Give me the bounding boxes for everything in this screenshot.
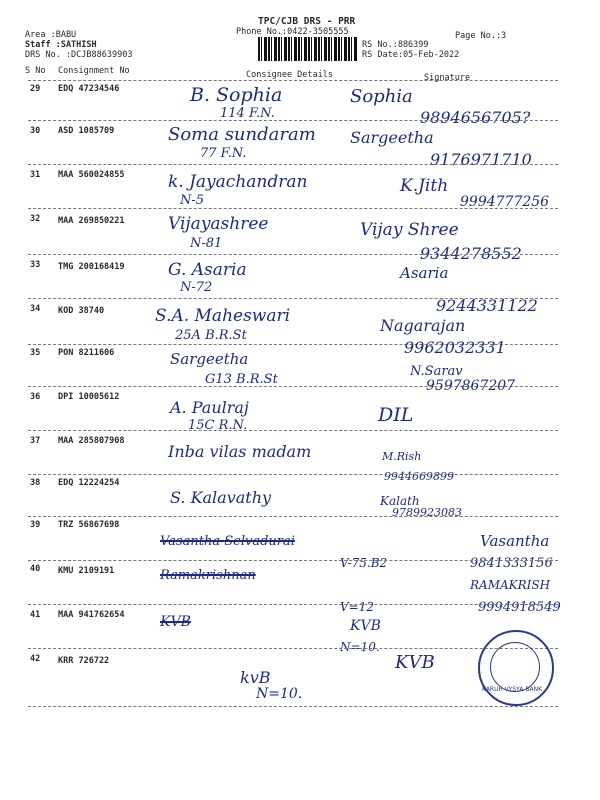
row-number: 37 <box>30 436 41 446</box>
signature: K.Jith <box>400 176 449 196</box>
row-number: 40 <box>30 564 41 574</box>
consignee-phone: 9994777256 <box>460 194 550 210</box>
signature: N.Sarav <box>410 364 463 379</box>
consignee-name: Vasantha Selvadurai <box>160 534 295 549</box>
consignment-number: MAA 941762654 <box>58 610 125 620</box>
consignee-name: A. Paulraj <box>170 398 249 417</box>
header-divider <box>28 80 558 81</box>
row-divider <box>28 560 558 561</box>
col-sno: S No <box>25 66 46 76</box>
consignee-address: N-72 <box>180 280 213 295</box>
consignee-name: Ramakrishnan <box>160 568 256 583</box>
row-number: 41 <box>30 610 41 620</box>
consignee-address: 114 F.N. <box>220 106 275 121</box>
consignee-name: Inba vilas madam <box>168 442 312 461</box>
signature: M.Rish <box>382 450 422 463</box>
drs-number: DRS No. :DCJB88639903 <box>25 50 133 60</box>
page-number: Page No.:3 <box>455 31 507 41</box>
consignee-address: N=10. <box>340 640 380 654</box>
row-divider <box>28 120 558 121</box>
consignee-address: 15C R.N. <box>188 418 248 433</box>
signature: DIL <box>378 404 414 426</box>
consignee-phone: 9944669899 <box>384 470 454 483</box>
signature: Asaria <box>400 264 449 282</box>
consignee-phone: 9176971710 <box>430 150 532 169</box>
consignment-number: KMU 2109191 <box>58 566 115 576</box>
signature: Kalath <box>380 494 420 508</box>
row-divider <box>28 516 558 517</box>
consignee-name: S.A. Maheswari <box>155 306 291 326</box>
row-divider <box>28 254 558 255</box>
row-number: 39 <box>30 520 41 530</box>
row-divider <box>28 648 558 649</box>
stamp-text: KARUR VYSYA BANK <box>482 686 543 693</box>
consignee-name: Soma sundaram <box>168 124 316 145</box>
row-divider <box>28 706 558 707</box>
consignment-number: MAA 269850221 <box>58 216 125 226</box>
consignee-address: 25A B.R.St <box>175 328 247 343</box>
consignee-phone: 9597867207 <box>426 378 516 394</box>
consignee-name: k. Jayachandran <box>168 172 308 192</box>
consignee-name: Vijayashree <box>168 214 269 234</box>
consignee-name: S. Kalavathy <box>170 488 272 507</box>
consignee-address: 77 F.N. <box>200 146 247 161</box>
row-divider <box>28 604 558 605</box>
consignee-name: B. Sophia <box>190 84 283 106</box>
signature: Sophia <box>350 86 413 107</box>
consignment-number: MAA 560024855 <box>58 170 125 180</box>
row-number: 35 <box>30 348 41 358</box>
consignee-address: N-5 <box>180 193 205 208</box>
consignee-phone: 9994918549 <box>478 600 561 615</box>
document-title: TPC/CJB DRS - PRR <box>258 16 356 27</box>
signature: Vijay Shree <box>360 220 459 240</box>
consignee-address: V-75.B2 <box>340 556 388 570</box>
row-number: 42 <box>30 654 41 664</box>
rs-number: RS No.:886399 <box>362 40 429 50</box>
row-number: 31 <box>30 170 41 180</box>
consignee-phone: 9841333156 <box>470 556 553 571</box>
consignee-name: KVB <box>160 614 191 630</box>
consignee-address: N=10. <box>256 686 303 702</box>
consignee-phone: 9244331122 <box>436 296 538 315</box>
area-label: Area :BABU <box>25 30 77 40</box>
bank-stamp <box>478 630 554 706</box>
row-divider <box>28 474 558 475</box>
consignment-number: EDQ 47234546 <box>58 84 120 94</box>
row-number: 32 <box>30 214 41 224</box>
row-number: 36 <box>30 392 41 402</box>
signature: RAMAKRISH <box>470 578 551 592</box>
col-consignment: Consignment No <box>58 66 130 76</box>
signature: Vasantha <box>480 532 550 550</box>
consignment-number: MAA 285807908 <box>58 436 125 446</box>
consignment-number: PON 8211606 <box>58 348 115 358</box>
consignee-phone: 9962032331 <box>404 338 506 357</box>
consignee-name: kvB <box>240 668 271 687</box>
barcode <box>258 37 358 61</box>
row-divider <box>28 430 558 431</box>
consignment-number: TRZ 56867698 <box>58 520 120 530</box>
staff-label: Staff :SATHISH <box>25 40 97 50</box>
consignee-address: V=12 <box>340 600 374 614</box>
rs-date: RS Date:05-Feb-2022 <box>362 50 460 60</box>
consignee-name: G. Asaria <box>168 260 247 280</box>
signature: Nagarajan <box>380 316 466 335</box>
consignment-number: TMG 200168419 <box>58 262 125 272</box>
row-divider <box>28 208 558 209</box>
row-number: 38 <box>30 478 41 488</box>
consignee-address: G13 B.R.St <box>205 372 278 387</box>
consignment-number: KOD 38740 <box>58 306 105 316</box>
row-number: 33 <box>30 260 41 270</box>
consignee-phone: 9894656705? <box>420 108 531 127</box>
row-number: 34 <box>30 304 41 314</box>
signature: Sargeetha <box>350 128 434 147</box>
consignee-phone: 9789923083 <box>392 506 462 519</box>
col-consignee: Consignee Details <box>246 70 333 80</box>
signature: KVB <box>350 618 381 634</box>
signature: KVB <box>395 652 435 673</box>
phone-number: Phone No.:0422-3505555 <box>236 27 349 37</box>
consignment-number: KRR 726722 <box>58 656 110 666</box>
row-divider <box>28 164 558 165</box>
consignment-number: ASD 1085709 <box>58 126 115 136</box>
consignment-number: DPI 10005612 <box>58 392 120 402</box>
consignee-address: N-81 <box>190 236 223 251</box>
consignment-number: EDQ 12224254 <box>58 478 120 488</box>
consignee-name: Sargeetha <box>170 350 249 368</box>
col-signature: Signature <box>424 73 471 83</box>
consignee-phone: 9344278552 <box>420 244 522 263</box>
row-number: 29 <box>30 84 41 94</box>
row-number: 30 <box>30 126 41 136</box>
